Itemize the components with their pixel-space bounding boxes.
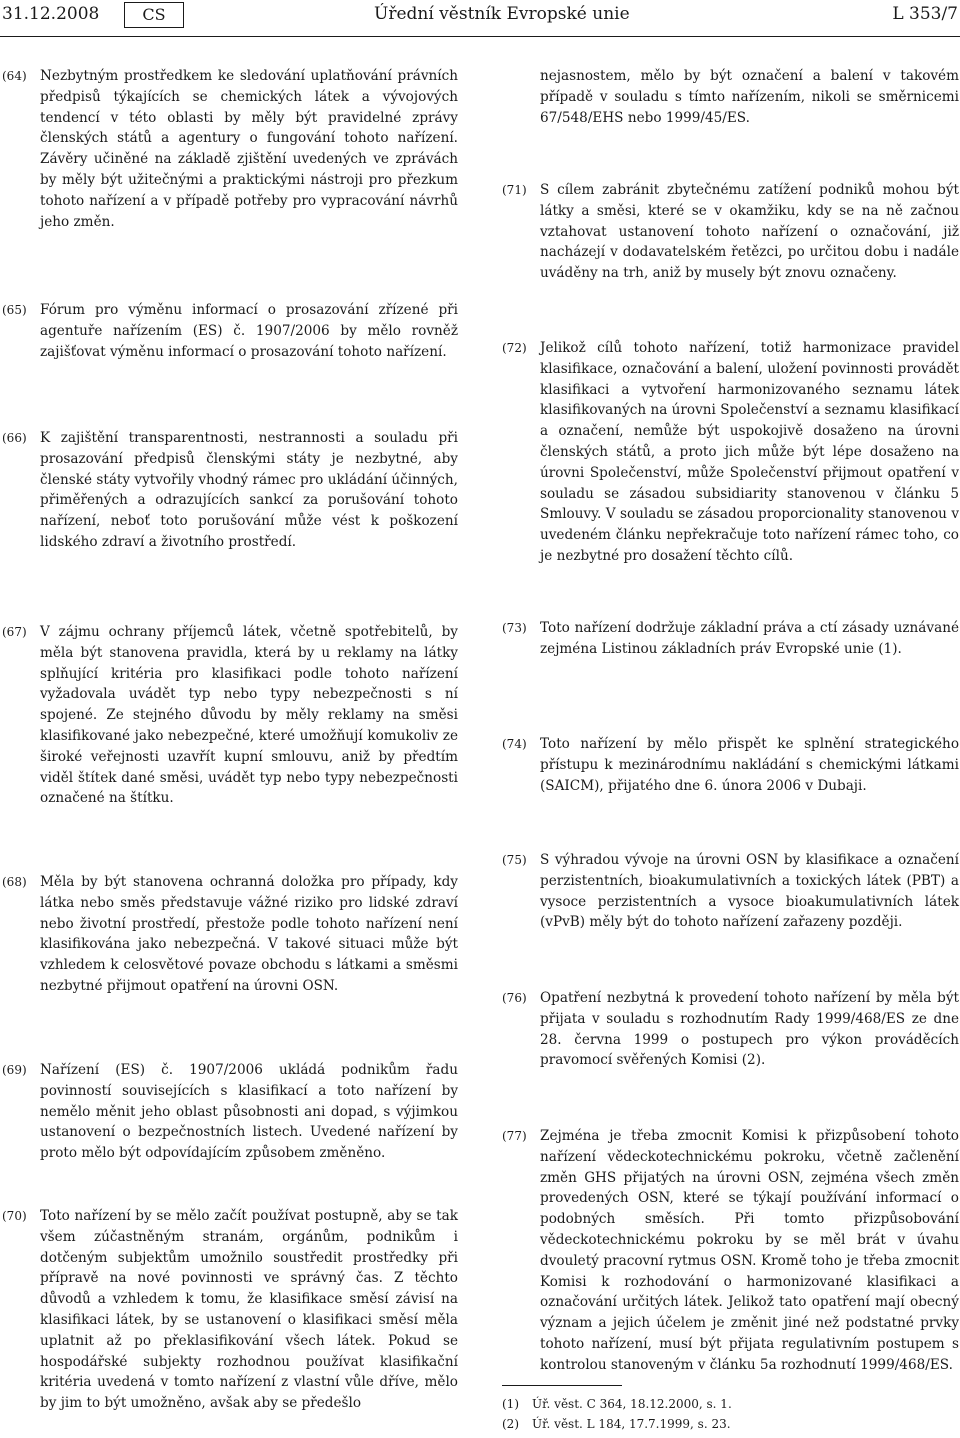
recital-text: K zajištění transparentnosti, nestrannosti a souladu při prosazování předpisů členskými státy je nezbytné, aby členské státy vytvořily vhodný rámec pro ukládání účinných, přiměřených a odrazujících sankcí za porušování tohoto nařízení, neboť toto porušování může vést k poškození lidského zdraví a životního prostředí.	[40, 430, 458, 550]
recital-number: (73)	[502, 621, 527, 635]
recital-number: (76)	[502, 991, 527, 1005]
recital-text: V zájmu ochrany příjemců látek, včetně spotřebitelů, by měla být stanovena pravidla, která by u reklamy na látky splňující kritéria pro klasifikaci podle tohoto nařízení vyžadovala uvádět typ nebo typy nebezpečnosti s ní spojené. Ze stejného důvodu by měly reklamy na směsi klasifikované jako nebezpečné, které umožňují komukoliv ze široké veřejnosti uzavřít kupní smlouvu, aniž by předtím viděl štítek dané směsi, uvádět typ nebo typy nebezpečnosti označené na štítku.	[40, 624, 458, 807]
language-badge: CS	[124, 2, 184, 28]
recital-number: (66)	[2, 431, 27, 445]
footnote-mark: (2)	[502, 1417, 519, 1431]
recital-number: (77)	[502, 1129, 527, 1143]
recital-text: Měla by být stanovena ochranná doložka pro případy, kdy látka nebo směs představuje vážné riziko pro lidské zdraví nebo životní prostředí, přestože podle tohoto nařízení není klasifikována jako nebezpečná. V takové situaci může být vzhledem k celosvětové povaze obchodu s látkami a směsmi nezbytné přijmout opatření na úrovni OSN.	[40, 874, 458, 994]
recital-text: Fórum pro výměnu informací o prosazování zřízené při agentuře nařízením (ES) č. 1907/2006 by mělo rovněž zajišťovat výměnu informací o prosazování tohoto nařízení.	[40, 302, 458, 360]
footnote-1	[502, 1396, 732, 1412]
recital-text: Opatření nezbytná k provedení tohoto nařízení by měla být přijata v souladu s rozhodnutím Rady 1999/468/ES ze dne 28. června 1999 o postupech pro výkon prováděcích pravomocí svěřených Komisi (2).	[540, 990, 959, 1069]
recital-number: (68)	[2, 875, 27, 889]
recital-number: (70)	[2, 1209, 27, 1223]
footnote-mark: (1)	[502, 1397, 519, 1411]
recital-number: (67)	[2, 625, 27, 639]
footnote-2	[502, 1416, 731, 1432]
recital-number: (64)	[2, 69, 27, 83]
page-reference: L 353/7	[892, 4, 958, 24]
recital-text: Nezbytným prostředkem ke sledování uplatňování právních předpisů týkajících se chemických látek a vývojových tendencí v této oblasti by měly být pravidelné zprávy členských států a agentury o fungování tohoto nařízení. Závěry učiněné na základě zjištění uvedených ve zprávách by měly být užitečnými a praktickými nástroji pro přezkum tohoto nařízení a v případě potřeby pro vypracování návrhů jeho změn.	[40, 68, 458, 230]
publication-date: 31.12.2008	[2, 4, 100, 24]
recital-text: S výhradou vývoje na úrovni OSN by klasifikace a označení perzistentních, bioakumulativních a toxických látek (PBT) a vysoce perzistentních a vysoce bioakumulativních látek (vPvB) měly být do tohoto nařízení zařazeny později.	[540, 852, 959, 931]
recital-text: Zejména je třeba zmocnit Komisi k přizpůsobení tohoto nařízení vědeckotechnickému pokroku, včetně začlenění změn GHS přijatých na úrovni OSN, zejména všech změn provedených OSN, které se týkají používání informací o podobných směsích. Při tomto přizpůsobování vědeckotechnickému pokroku by se měl brát v úvahu dvouletý pracovní rytmus OSN. Kromě toho je třeba zmocnit Komisi k rozhodování o harmonizované klasifikaci a označování určitých látek. Jelikož tato opatření mají obecný význam a jejich účelem je změnit jiné než podstatné prvky tohoto nařízení, musí být přijata regulativním postupem s kontrolou stanoveným v článku 5a rozhodnutí 1999/468/ES.	[540, 1128, 959, 1373]
recital-number: (72)	[502, 341, 527, 355]
recital-70-continuation: nejasnostem, mělo by být označení a balení v takovém případě v souladu s tímto nařízením, nikoli se směrnicemi 67/548/EHS nebo 1999/45/ES.	[540, 68, 959, 126]
recital-text: Jelikož cílů tohoto nařízení, totiž harmonizace pravidel klasifikace, označování a balení, uložení povinnosti provádět klasifikaci a vytvoření harmonizovaného seznamu látek klasifikovaných na úrovni Společenství a seznamu klasifikací a označení, nemůže být uspokojivě dosaženo na úrovni členských států, a proto jich může být lépe dosaženo na úrovni Společenství, může Společenství přijmout opatření v souladu se zásadou subsidiarity stanovenou v článku 5 Smlouvy. V souladu se zásadou proporcionality stanovenou v uvedeném článku nepřekračuje toto nařízení rámec toho, co je nezbytné pro dosažení těchto cílů.	[540, 340, 959, 564]
page-header	[0, 0, 960, 36]
footnote-text: Úř. věst. C 364, 18.12.2000, s. 1.	[532, 1397, 732, 1411]
recital-text: Toto nařízení by mělo přispět ke splnění strategického přístupu k mezinárodnímu nakládání s chemickými látkami (SAICM), přijatého dne 6. února 2006 v Dubaji.	[540, 736, 959, 794]
header-rule	[0, 36, 960, 37]
recital-number: (65)	[2, 303, 27, 317]
recital-number: (69)	[2, 1063, 27, 1077]
recital-number: (75)	[502, 853, 527, 867]
footnote-text: Úř. věst. L 184, 17.7.1999, s. 23.	[532, 1417, 731, 1431]
recital-number: (71)	[502, 183, 527, 197]
recital-text: S cílem zabránit zbytečnému zatížení podniků mohou být látky a směsi, které se v okamžiku, kdy se na ně začnou vztahovat ustanovení tohoto nařízení o označování, již nacházejí v dodavatelském řetězci, po určitou dobu i nadále uváděny na trh, aniž by musely být znovu označeny.	[540, 182, 959, 282]
recital-text: Toto nařízení dodržuje základní práva a ctí zásady uznávané zejména Listinou základních práv Evropské unie (1).	[540, 620, 959, 657]
footnote-rule	[502, 1385, 622, 1386]
recital-text: Nařízení (ES) č. 1907/2006 ukládá podnikům řadu povinností souvisejících s klasifikací a toto nařízení by nemělo měnit jeho oblast působnosti ani dopad, s výjimkou ustanovení o bezpečnostních listech. Uvedené nařízení by proto mělo být odpovídajícím způsobem změněno.	[40, 1062, 458, 1162]
recital-number: (74)	[502, 737, 527, 751]
recital-text: Toto nařízení by se mělo začít používat postupně, aby se tak všem zúčastněným stranám, orgánům, podnikům i dotčeným subjektům umožnilo soustředit prostředky při přípravě na nové povinnosti ve správný čas. Z těchto důvodů a vzhledem k tomu, že klasifikace směsí závisí na klasifikaci látek, by se ustanovení o klasifikaci směsí měla uplatnit až po překlasifikování všech látek. Pokud se hospodářské subjekty rozhodnou používat klasifikační kritéria uvedená v tomto nařízení z vlastní vůle dříve, mělo by jim to být umožněno, avšak aby se předešlo	[40, 1208, 458, 1412]
journal-title: Úřední věstník Evropské unie	[374, 4, 630, 24]
